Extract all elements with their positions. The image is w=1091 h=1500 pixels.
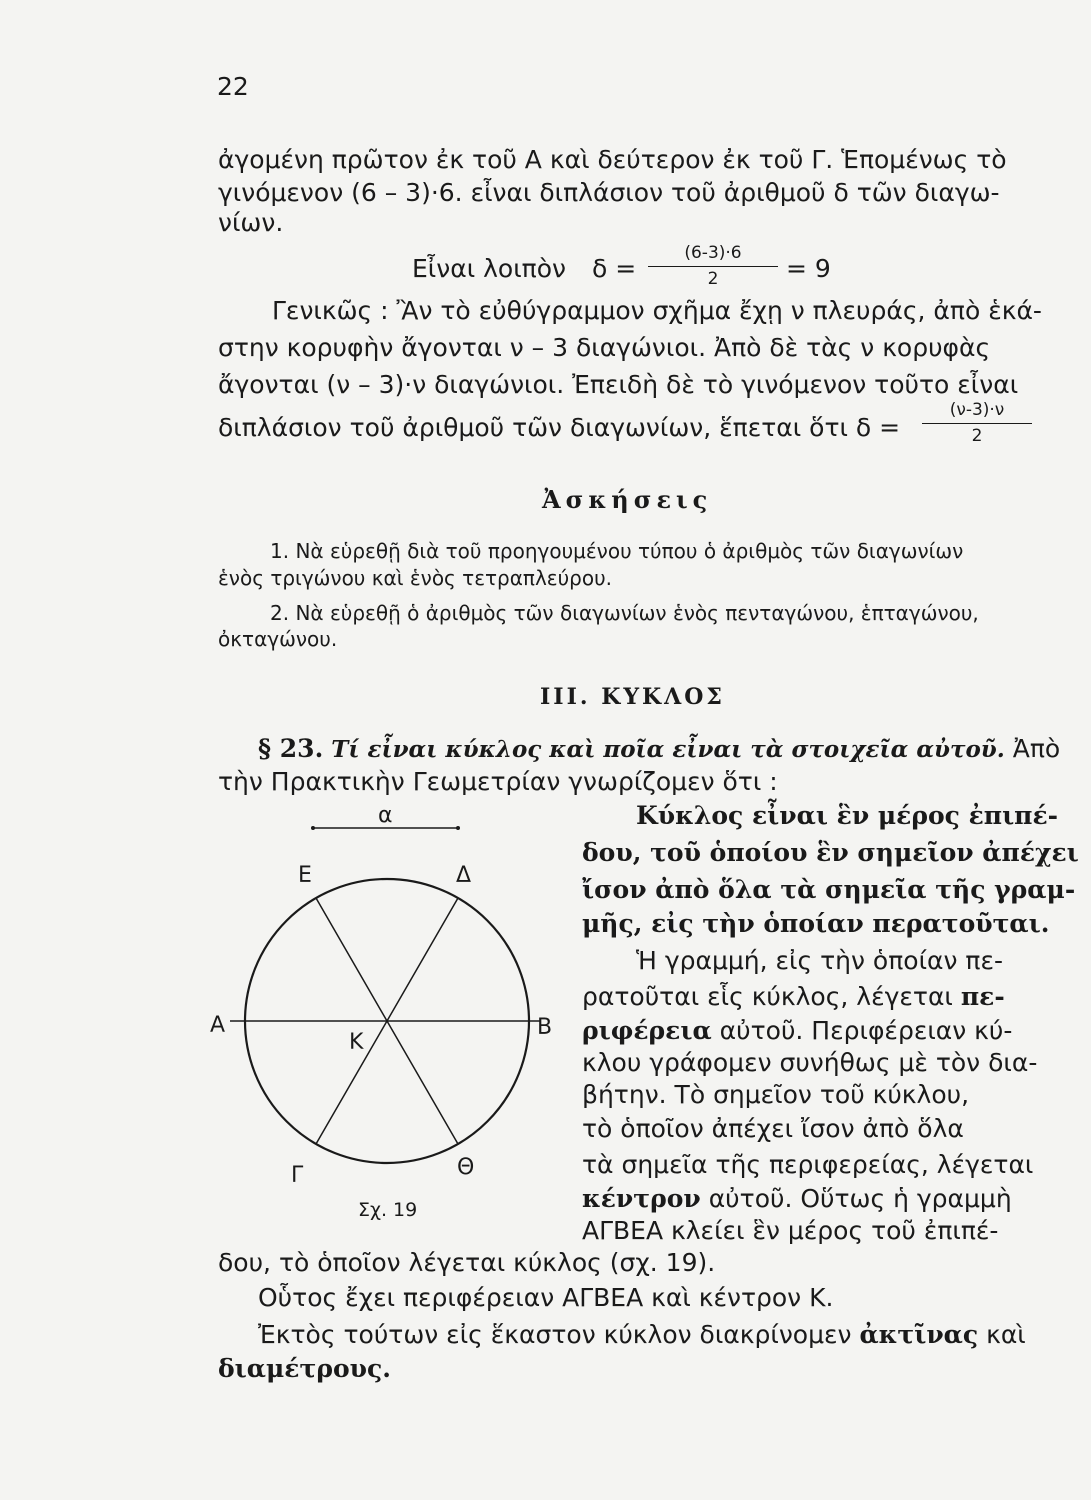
exercise-item: ὀκταγώνου. [218,627,338,651]
circle-figure [200,800,553,1221]
text-span: αὐτοῦ. Οὕτως ἡ γραμμὴ [700,1184,1012,1213]
fraction-denominator: 2 [971,426,983,446]
text-line: Γενικῶς : Ἂν τὸ εὐθύγραμμον σχῆμα ἔχῃ ν πλευράς, ἀπὸ ἑκά- [272,296,1042,325]
text-line [258,1322,1026,1347]
term-periphereia: ριφέρεια [582,1016,712,1045]
text-line: κλου γράφομεν συνήθως μὲ τὸν δια- [582,1048,1038,1077]
page-number: 22 [217,72,249,101]
text-line [582,1186,1012,1211]
text-span: καὶ [978,1320,1026,1349]
label-K: Κ [349,1030,364,1055]
text-line: γινόμενον (6 – 3)·6. εἶναι διπλάσιον τοῦ ἀριθμοῦ δ τῶν διαγω- [218,178,1000,207]
text-line: τὴν Πρακτικὴν Γεωμετρίαν γνωρίζομεν ὅτι : [218,767,778,796]
fraction [648,243,778,289]
segment-endpoint [311,826,315,830]
label-alpha: α [378,803,393,828]
text-line: Οὗτος ἔχει περιφέρειαν ΑΓΒΕΑ καὶ κέντρον Κ. [258,1283,834,1312]
definition-line: μῆς, εἰς τὴν ὁποίαν περατοῦται. [582,909,1050,938]
text-span: ρατοῦται εἷς κύκλος, λέγεται [582,982,961,1011]
label-TH: Θ [457,1155,475,1180]
text-line: τὰ σημεῖα τῆς περιφερείας, λέγεται [582,1150,1034,1179]
section-tail: Ἀπὸ [1012,734,1061,763]
section-heading [258,736,1060,761]
definition-line: Κύκλος εἶναι ἓν μέρος ἐπιπέ- [636,801,1059,830]
label-D: Δ [456,863,472,888]
fraction-numerator: (ν-3)·ν [922,400,1032,424]
text-line: στην κορυφὴν ἄγονται ν – 3 διαγώνιοι. Ἀπὸ δὲ τὰς ν κορυφὰς [218,333,991,362]
label-A: Α [210,1013,226,1038]
term-diametrous: διαμέτρους. [218,1354,391,1383]
text-span: αὐτοῦ. Περιφέρειαν κύ- [711,1016,1013,1045]
label-B: Β [537,1015,553,1040]
text-line [582,1018,1012,1043]
section-title: Τί εἶναι κύκλος καὶ ποῖα εἶναι τὰ στοιχεῖα αὐτοῦ. [331,736,1005,763]
figure-caption: Σχ. 19 [358,1199,418,1221]
fraction [922,400,1032,446]
label-G: Γ [291,1163,304,1188]
term-aktinas: ἀκτῖνας [859,1320,979,1349]
formula-lead: Εἶναι λοιπὸν [412,254,566,283]
segment-endpoint [456,826,460,830]
formula-rhs: = 9 [786,254,831,283]
definition-line: δου, τοῦ ὁποίου ἓν σημεῖον ἀπέχει [582,838,1079,867]
text-line: διπλάσιον τοῦ ἀριθμοῦ τῶν διαγωνίων, ἕπεται ὅτι δ = [218,413,901,442]
exercise-item: 1. Νὰ εὑρεθῇ διὰ τοῦ προηγουμένου τύπου ὁ ἀριθμὸς τῶν διαγωνίων [270,539,964,563]
text-line: ἄγονται (ν – 3)·ν διαγώνιοι. Ἐπειδὴ δὲ τὸ γινόμενον τοῦτο εἶναι [218,370,1019,399]
formula-lhs: δ = [592,254,637,283]
definition-line: ἴσον ἀπὸ ὅλα τὰ σημεῖα τῆς γραμ- [582,875,1076,904]
text-line: ἀγομένη πρῶτον ἐκ τοῦ Α καὶ δεύτερον ἐκ τοῦ Γ. Ἑπομένως τὸ [218,145,1007,174]
chapter-title: III. ΚΥΚΛΟΣ [540,684,725,710]
term-periphereia: πε- [960,982,1005,1011]
text-line: Ἡ γραμμή, εἰς τὴν ὁποίαν πε- [636,946,1004,975]
text-line [582,984,1005,1009]
text-span: Ἐκτὸς τούτων εἰς ἕκαστον κύκλον διακρίνομεν [258,1320,860,1349]
text-line: νίων. [218,208,284,237]
fraction-denominator: 2 [707,269,719,289]
text-line: τὸ ὁποῖον ἀπέχει ἴσον ἀπὸ ὅλα [582,1114,964,1143]
section-number: § 23. [258,734,324,763]
text-line: ΑΓΒΕΑ κλείει ἓν μέρος τοῦ ἐπιπέ- [582,1216,999,1245]
exercise-item: ἑνὸς τριγώνου καὶ ἑνὸς τετραπλεύρου. [218,566,613,590]
text-line: δου, τὸ ὁποῖον λέγεται κύκλος (σχ. 19). [218,1248,716,1277]
exercises-title: Ἀσκήσεις [542,485,713,514]
label-E: Ε [298,863,312,888]
fraction-numerator: (6-3)·6 [648,243,778,267]
exercise-item: 2. Νὰ εὑρεθῇ ὁ ἀριθμὸς τῶν διαγωνίων ἑνὸς πενταγώνου, ἑπταγώνου, [270,601,979,625]
term-kentron: κέντρον [582,1184,701,1213]
text-line: βήτην. Τὸ σημεῖον τοῦ κύκλου, [582,1080,970,1109]
